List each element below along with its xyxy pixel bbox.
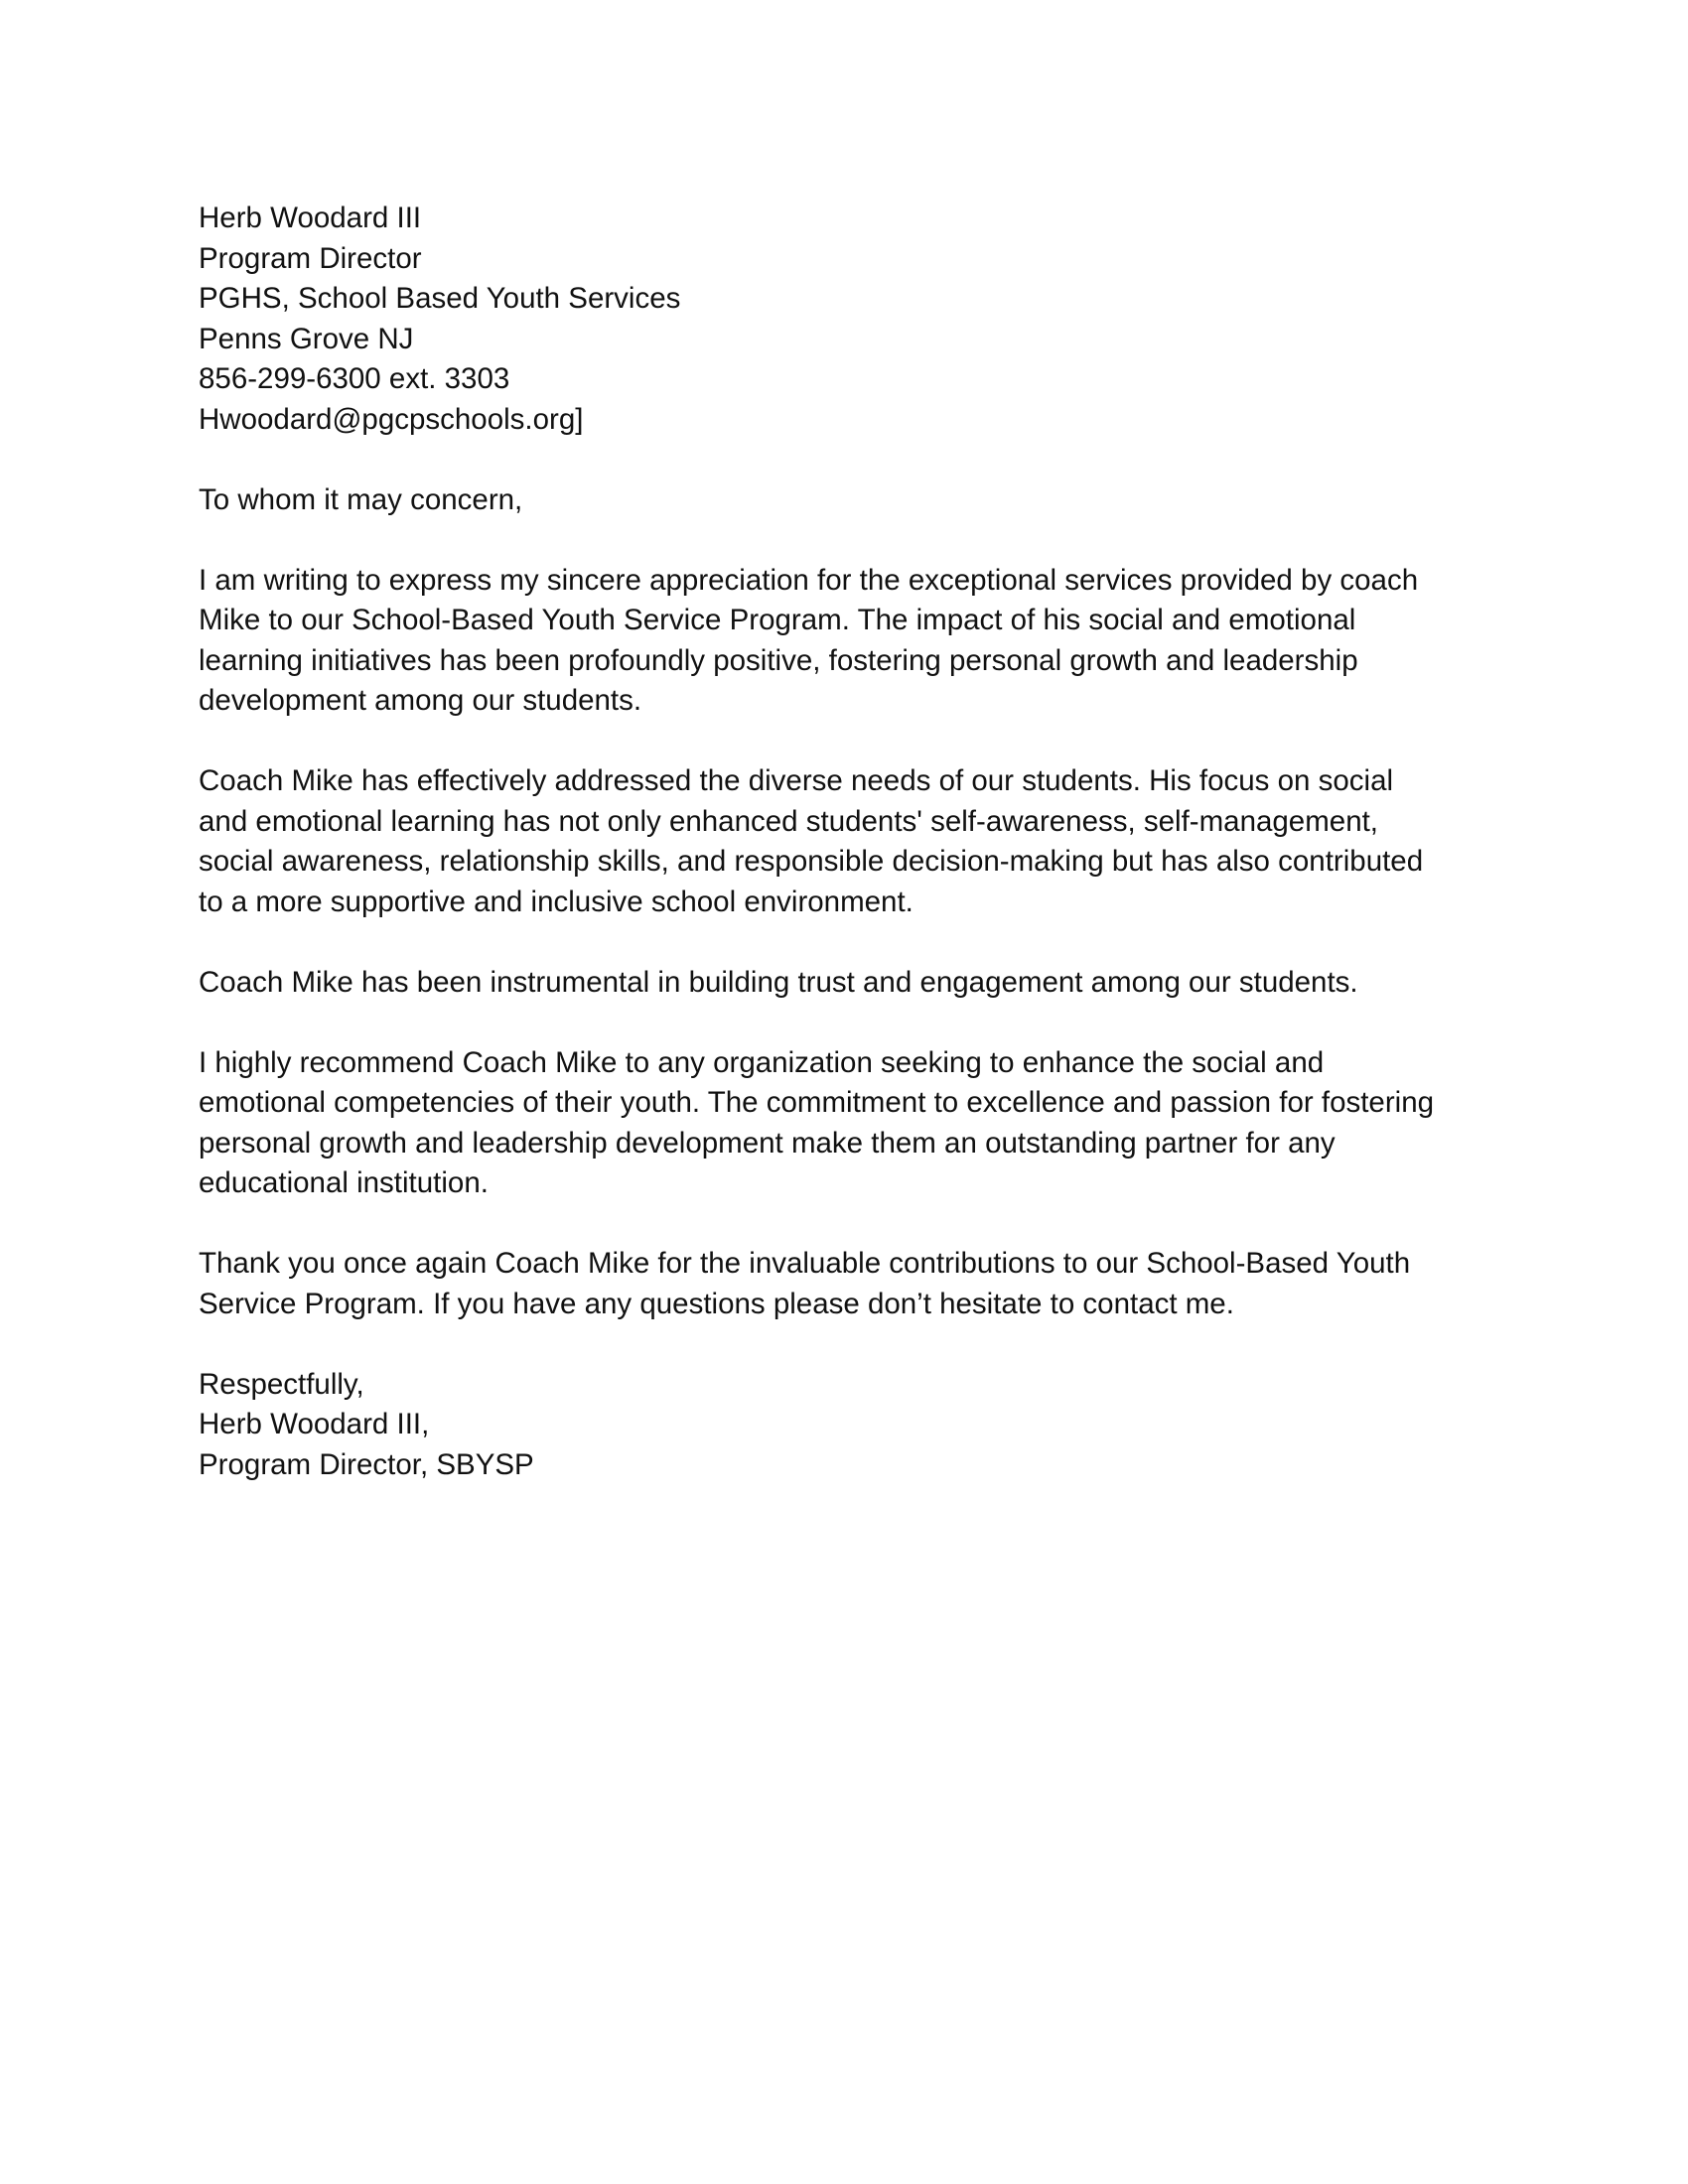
sender-email: Hwoodard@pgcpschools.org] bbox=[199, 402, 584, 436]
salutation-text: To whom it may concern, bbox=[199, 482, 523, 516]
paragraph-line: Coach Mike has effectively addressed the diverse needs of our students. His focus on social bbox=[199, 764, 1394, 797]
paragraph-line: and emotional learning has not only enhanced students' self-awareness, self-management, bbox=[199, 804, 1378, 838]
sender-organization: PGHS, School Based Youth Services bbox=[199, 282, 681, 315]
paragraph-trust bbox=[199, 963, 1489, 1004]
paragraph-line: I am writing to express my sincere appreciation for the exceptional services provided by coach bbox=[199, 563, 1419, 597]
paragraph-line: Mike to our School-Based Youth Service Program. The impact of his social and emotional bbox=[199, 604, 1356, 636]
paragraph-line: personal growth and leadership development make them an outstanding partner for any bbox=[199, 1126, 1336, 1160]
closing-signer-title: Program Director, SBYSP bbox=[199, 1447, 534, 1481]
closing-valediction: Respectfully, bbox=[199, 1367, 364, 1401]
sender-location: Penns Grove NJ bbox=[199, 322, 414, 355]
paragraph-line: Coach Mike has been instrumental in building trust and engagement among our students. bbox=[199, 965, 1358, 999]
closing-signature-block bbox=[199, 1365, 1489, 1486]
paragraph-line: Thank you once again Coach Mike for the invaluable contributions to our School-Based Youth bbox=[199, 1247, 1411, 1280]
paragraph-thanks bbox=[199, 1244, 1489, 1324]
paragraph-line: I highly recommend Coach Mike to any organization seeking to enhance the social and bbox=[199, 1045, 1325, 1079]
paragraph-line: emotional competencies of their youth. The commitment to excellence and passion for fostering bbox=[199, 1086, 1435, 1119]
paragraph-line: to a more supportive and inclusive school environment. bbox=[199, 885, 914, 918]
sender-phone: 856-299-6300 ext. 3303 bbox=[199, 362, 510, 395]
letter-body bbox=[199, 199, 1489, 1526]
paragraph-line: Service Program. If you have any questions please don’t hesitate to contact me. bbox=[199, 1287, 1234, 1320]
paragraph-appreciation bbox=[199, 561, 1489, 722]
paragraph-line: development among our students. bbox=[199, 684, 642, 717]
paragraph-line: learning initiatives has been profoundly positive, fostering personal growth and leadership bbox=[199, 643, 1358, 677]
paragraph-recommendation bbox=[199, 1043, 1489, 1204]
sender-address-block bbox=[199, 199, 1489, 440]
paragraph-needs bbox=[199, 761, 1489, 922]
sender-title: Program Director bbox=[199, 241, 422, 275]
paragraph-line: educational institution. bbox=[199, 1166, 489, 1199]
paragraph-line: social awareness, relationship skills, and responsible decision-making but has also contributed bbox=[199, 845, 1424, 878]
sender-name: Herb Woodard III bbox=[199, 202, 422, 234]
closing-signer-name: Herb Woodard III, bbox=[199, 1408, 430, 1440]
salutation bbox=[199, 480, 1489, 521]
